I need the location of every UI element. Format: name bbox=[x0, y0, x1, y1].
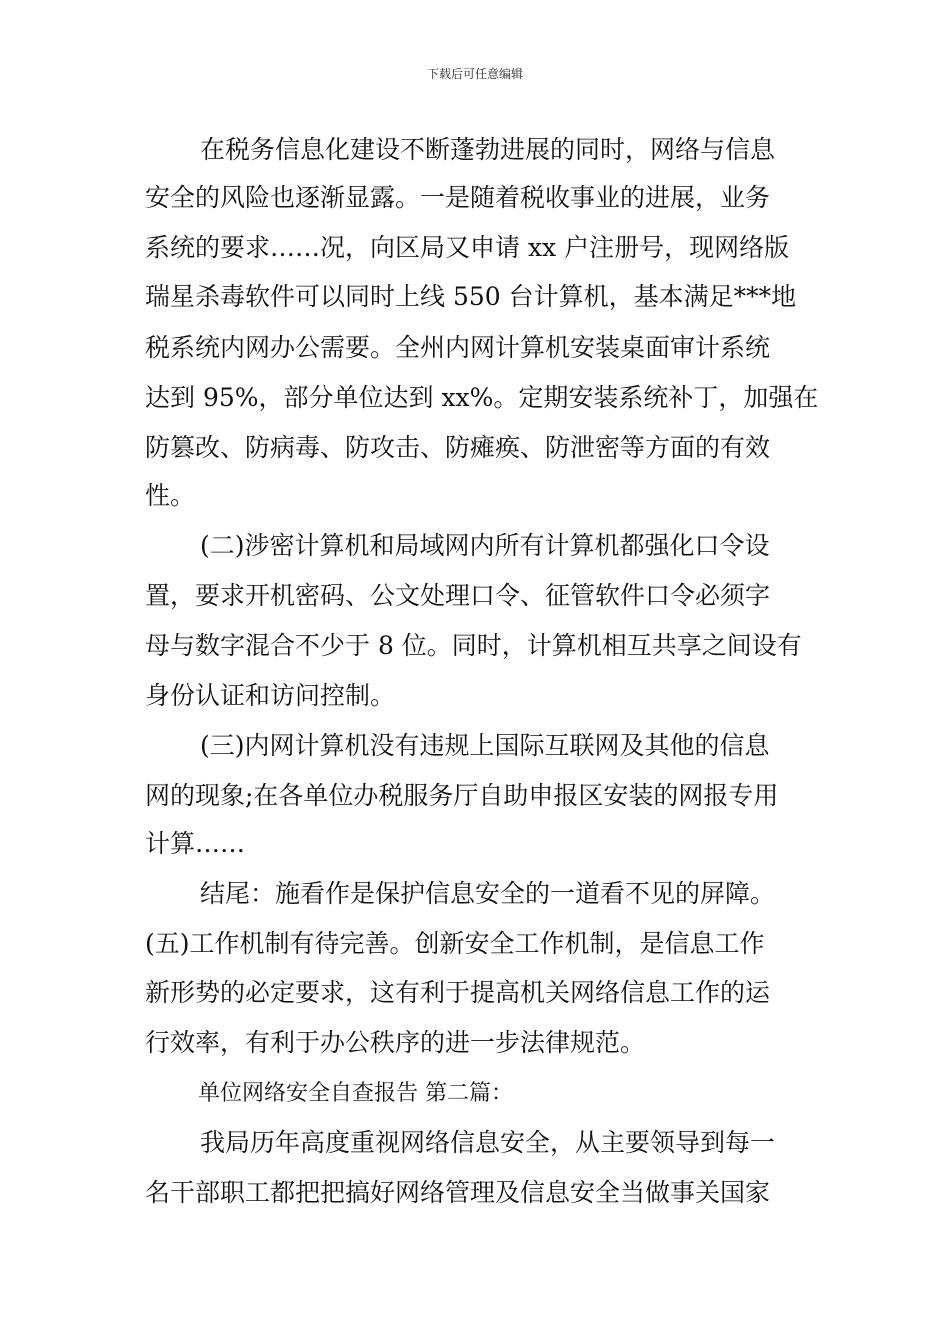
paragraph-1-line-7: 防篡改、防病毒、防攻击、防瘫痪、防泄密等方面的有效 bbox=[145, 433, 771, 462]
paragraph-2-line-3: 母与数字混合不少于 8 位。同时，计算机相互共享之间设有 bbox=[145, 631, 802, 660]
paragraph-1-line-3: 系统的要求……况，向区局又申请 xx 户注册号，现网络版 bbox=[145, 233, 790, 262]
paragraph-1-line-5: 税系统内网办公需要。全州内网计算机安装桌面审计系统 bbox=[145, 333, 771, 362]
section-heading: 单位网络安全自查报告 第二篇： bbox=[198, 1081, 513, 1106]
paragraph-1-line-2: 安全的风险也逐渐显露。一是随着税收事业的进展，业务 bbox=[145, 183, 771, 212]
paragraph-1-line-8: 性。 bbox=[145, 481, 196, 510]
page-header: 下载后可任意编辑 bbox=[426, 67, 523, 81]
paragraph-2-line-4: 身份认证和访问控制。 bbox=[145, 681, 396, 710]
paragraph-2-line-1: (二)涉密计算机和局域网内所有计算机都强化口令设 bbox=[200, 531, 770, 560]
paragraph-1-line-6: 达到 95%，部分单位达到 xx%。定期安装系统补丁，加强在 bbox=[145, 383, 819, 412]
paragraph-2-line-2: 置，要求开机密码、公文处理口令、征管软件口令必须字 bbox=[145, 581, 771, 610]
paragraph-3-line-1: (三)内网计算机没有违规上国际互联网及其他的信息 bbox=[200, 731, 770, 760]
paragraph-5-line-2: 新形势的必定要求，这有利于提高机关网络信息工作的运 bbox=[145, 978, 771, 1007]
paragraph-3-line-3: 计算…… bbox=[145, 829, 246, 858]
paragraph-3-line-2: 网的现象;在各单位办税服务厅自助申报区安装的网报专用 bbox=[145, 781, 779, 810]
paragraph-6-line-1: 我局历年高度重视网络信息安全，从主要领导到每一 bbox=[200, 1128, 776, 1157]
paragraph-1-line-4: 瑞星杀毒软件可以同时上线 550 台计算机，基本满足***地 bbox=[145, 282, 797, 311]
paragraph-5-line-1: (五)工作机制有待完善。创新安全工作机制，是信息工作 bbox=[145, 929, 765, 958]
paragraph-5-line-3: 行效率，有利于办公秩序的进一步法律规范。 bbox=[145, 1028, 646, 1057]
paragraph-4-line-1: 结尾：施看作是保护信息安全的一道看不见的屏障。 bbox=[200, 879, 776, 908]
paragraph-1-line-1: 在税务信息化建设不断蓬勃进展的同时，网络与信息 bbox=[200, 135, 776, 164]
paragraph-6-line-2: 名干部职工都把把搞好网络管理及信息安全当做事关国家 bbox=[145, 1178, 771, 1207]
